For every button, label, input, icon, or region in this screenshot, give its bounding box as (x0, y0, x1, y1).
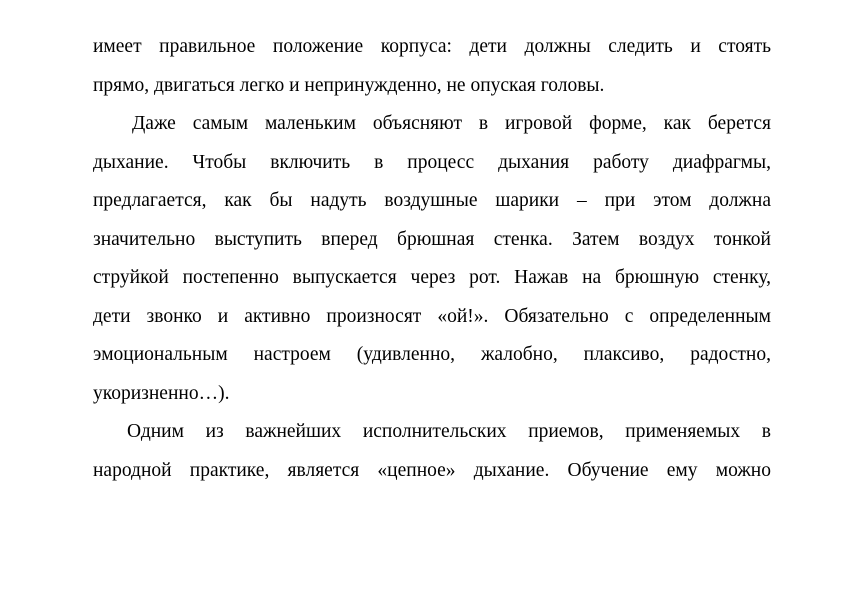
text-line: эмоциональным настроем (удивленно, жалобно, плаксиво, радостно, (93, 344, 771, 365)
paragraph-posture (93, 28, 771, 105)
paragraph-breathing-game (93, 105, 771, 413)
text-line: дыхание. Чтобы включить в процесс дыхания работу диафрагмы, (93, 151, 771, 173)
text-line: струйкой постепенно выпускается через рот. Нажав на брюшную стенку, (93, 267, 771, 288)
text-line: народной практике, является «цепное» дыхание. Обучение ему можно (93, 459, 771, 481)
text-line: предлагается, как бы надуть воздушные шарики – при этом должна (93, 190, 771, 211)
paragraph-chain-breathing (93, 413, 771, 490)
text-line: имеет правильное положение корпуса: дети должны следить и стоять (93, 36, 771, 57)
text-line: Одним из важнейших исполнительских приемов, применяемых в (127, 421, 771, 442)
text-line: дети звонко и активно произносят «ой!». Обязательно с определенным (93, 305, 771, 327)
text-line: Даже самым маленьким объясняют в игровой форме, как берется (132, 113, 771, 134)
document-page (93, 28, 771, 490)
text-line: прямо, двигаться легко и непринужденно, не опуская головы. (93, 74, 605, 96)
text-line: значительно выступить вперед брюшная стенка. Затем воздух тонкой (93, 228, 771, 250)
text-line: укоризненно…). (93, 382, 230, 404)
